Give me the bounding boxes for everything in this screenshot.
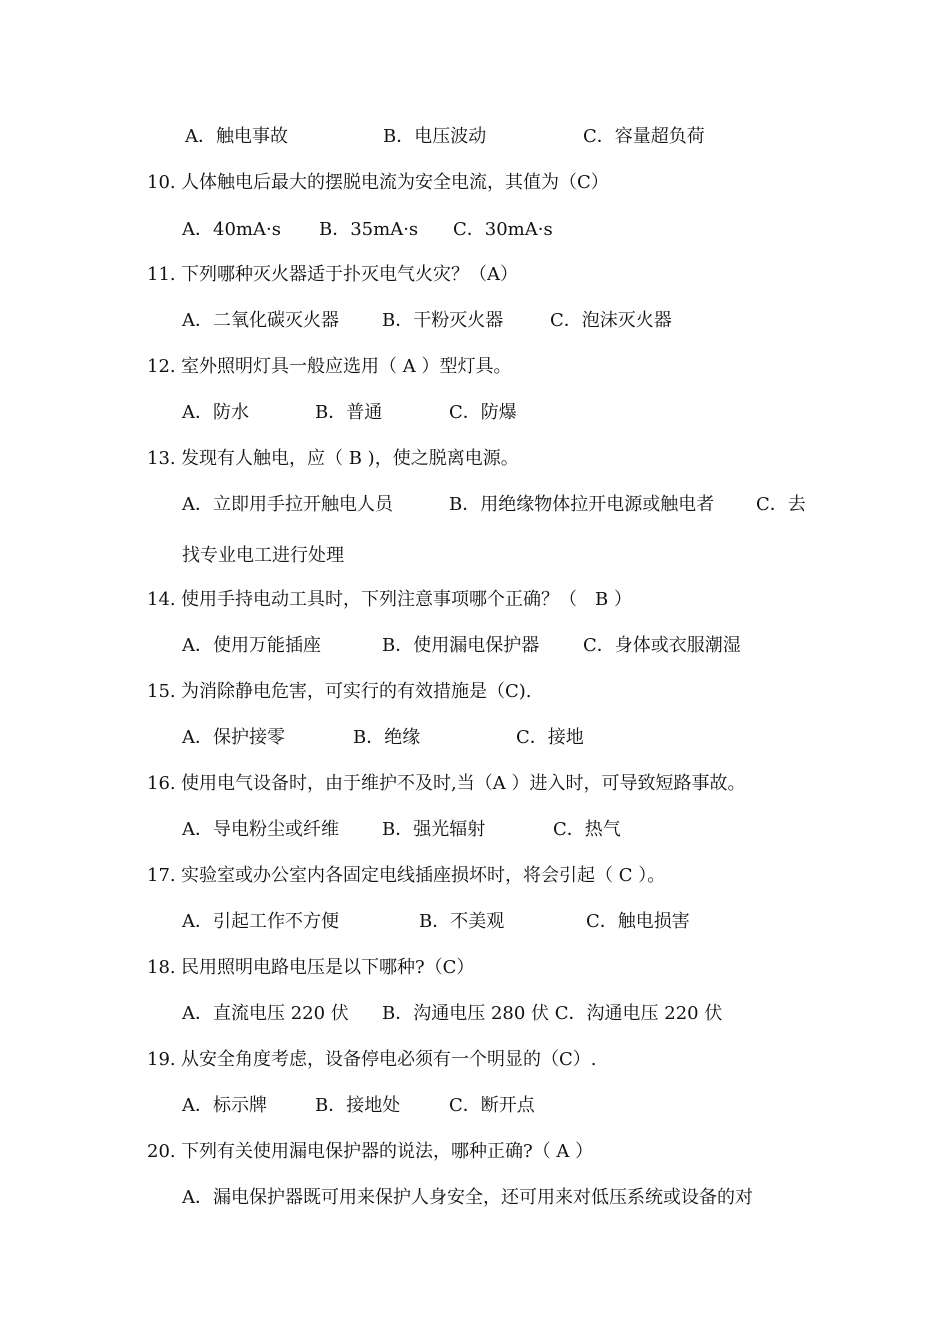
question-number: 17.: [147, 865, 176, 886]
question-number: 19.: [147, 1049, 176, 1070]
option-a: A．防水: [182, 402, 249, 423]
question-text: 室外照明灯具一般应选用（ A ）型灯具。: [181, 356, 512, 377]
option-a: A．触电事故: [185, 126, 288, 147]
question-number: 12.: [147, 356, 176, 377]
option-b: B．电压波动: [383, 126, 487, 147]
question-16: [147, 772, 745, 796]
option-a: A．标示牌: [182, 1095, 267, 1116]
question-text: 从安全角度考虑，设备停电必须有一个明显的（C）.: [181, 1049, 597, 1070]
option-c: C．泡沫灭火器: [550, 310, 672, 331]
option-a: A．使用万能插座: [182, 635, 321, 656]
question-text: 下列有关使用漏电保护器的说法，哪种正确?（ A ）: [181, 1141, 594, 1162]
question-number: 18.: [147, 957, 176, 978]
question-13: [147, 447, 519, 471]
option-c: C．断开点: [449, 1095, 535, 1116]
option-b: B．用绝缘物体拉开电源或触电者: [449, 494, 715, 515]
question-text: 为消除静电危害，可实行的有效措施是（C).: [181, 681, 532, 702]
question-19: [147, 1048, 597, 1072]
option-c: C．触电损害: [586, 911, 690, 932]
option-b: B．强光辐射: [382, 819, 486, 840]
question-text: 使用电气设备时，由于维护不及时,当（A ）进入时，可导致短路事故。: [181, 773, 746, 794]
option-a: A．漏电保护器既可用来保护人身安全，还可用来对低压系统或设备的对: [182, 1187, 753, 1208]
option-a: A．直流电压 220 伏: [182, 1003, 349, 1024]
option-b: B．干粉灭火器: [382, 310, 504, 331]
option-b: B．绝缘: [353, 727, 421, 748]
question-text: 发现有人触电，应（ B )，使之脱离电源。: [181, 448, 519, 469]
option-b: B．使用漏电保护器: [382, 635, 540, 656]
question-number: 20.: [147, 1141, 176, 1162]
question-11: [147, 263, 518, 287]
question-20: [147, 1140, 593, 1164]
option-a: A．立即用手拉开触电人员: [182, 494, 393, 515]
option-c: C．防爆: [449, 402, 517, 423]
option-a: A．保护接零: [182, 727, 285, 748]
question-18: [147, 956, 474, 980]
question-text: 民用照明电路电压是以下哪种?（C）: [181, 957, 475, 978]
question-text: 使用手持电动工具时，下列注意事项哪个正确？（ B ）: [181, 589, 632, 610]
question-15: [147, 680, 532, 704]
option-c: C．接地: [516, 727, 584, 748]
question-number: 14.: [147, 589, 176, 610]
option-a: A．二氧化碳灭火器: [182, 310, 339, 331]
option-c-continued: 找专业电工进行处理: [182, 545, 344, 566]
question-number: 13.: [147, 448, 176, 469]
option-b: B．不美观: [419, 911, 505, 932]
option-b: B．沟通电压 280 伏 C．沟通电压 220 伏: [382, 1003, 723, 1024]
option-c: C．热气: [553, 819, 621, 840]
question-number: 16.: [147, 773, 176, 794]
option-c: C．30mA·s: [453, 219, 553, 240]
question-17: [147, 864, 665, 888]
question-12: [147, 355, 511, 379]
question-number: 15.: [147, 681, 176, 702]
option-a: A．导电粉尘或纤维: [182, 819, 339, 840]
question-10: [147, 171, 609, 195]
question-text: 下列哪种灭火器适于扑灭电气火灾？（A）: [181, 264, 518, 285]
option-a: A．40mA·s: [182, 219, 281, 240]
question-text: 实验室或办公室内各固定电线插座损坏时，将会引起（ C ）。: [181, 865, 666, 886]
option-c: C．身体或衣服潮湿: [583, 635, 741, 656]
option-c: C．容量超负荷: [583, 126, 705, 147]
option-c: C．去: [756, 494, 806, 515]
question-number: 10.: [147, 172, 176, 193]
option-b: B．普通: [315, 402, 383, 423]
question-14: [147, 588, 632, 612]
question-number: 11.: [147, 264, 176, 285]
option-b: B．35mA·s: [319, 219, 419, 240]
question-text: 人体触电后最大的摆脱电流为安全电流，其值为（C）: [181, 172, 609, 193]
option-a: A．引起工作不方便: [182, 911, 339, 932]
option-b: B．接地处: [315, 1095, 401, 1116]
